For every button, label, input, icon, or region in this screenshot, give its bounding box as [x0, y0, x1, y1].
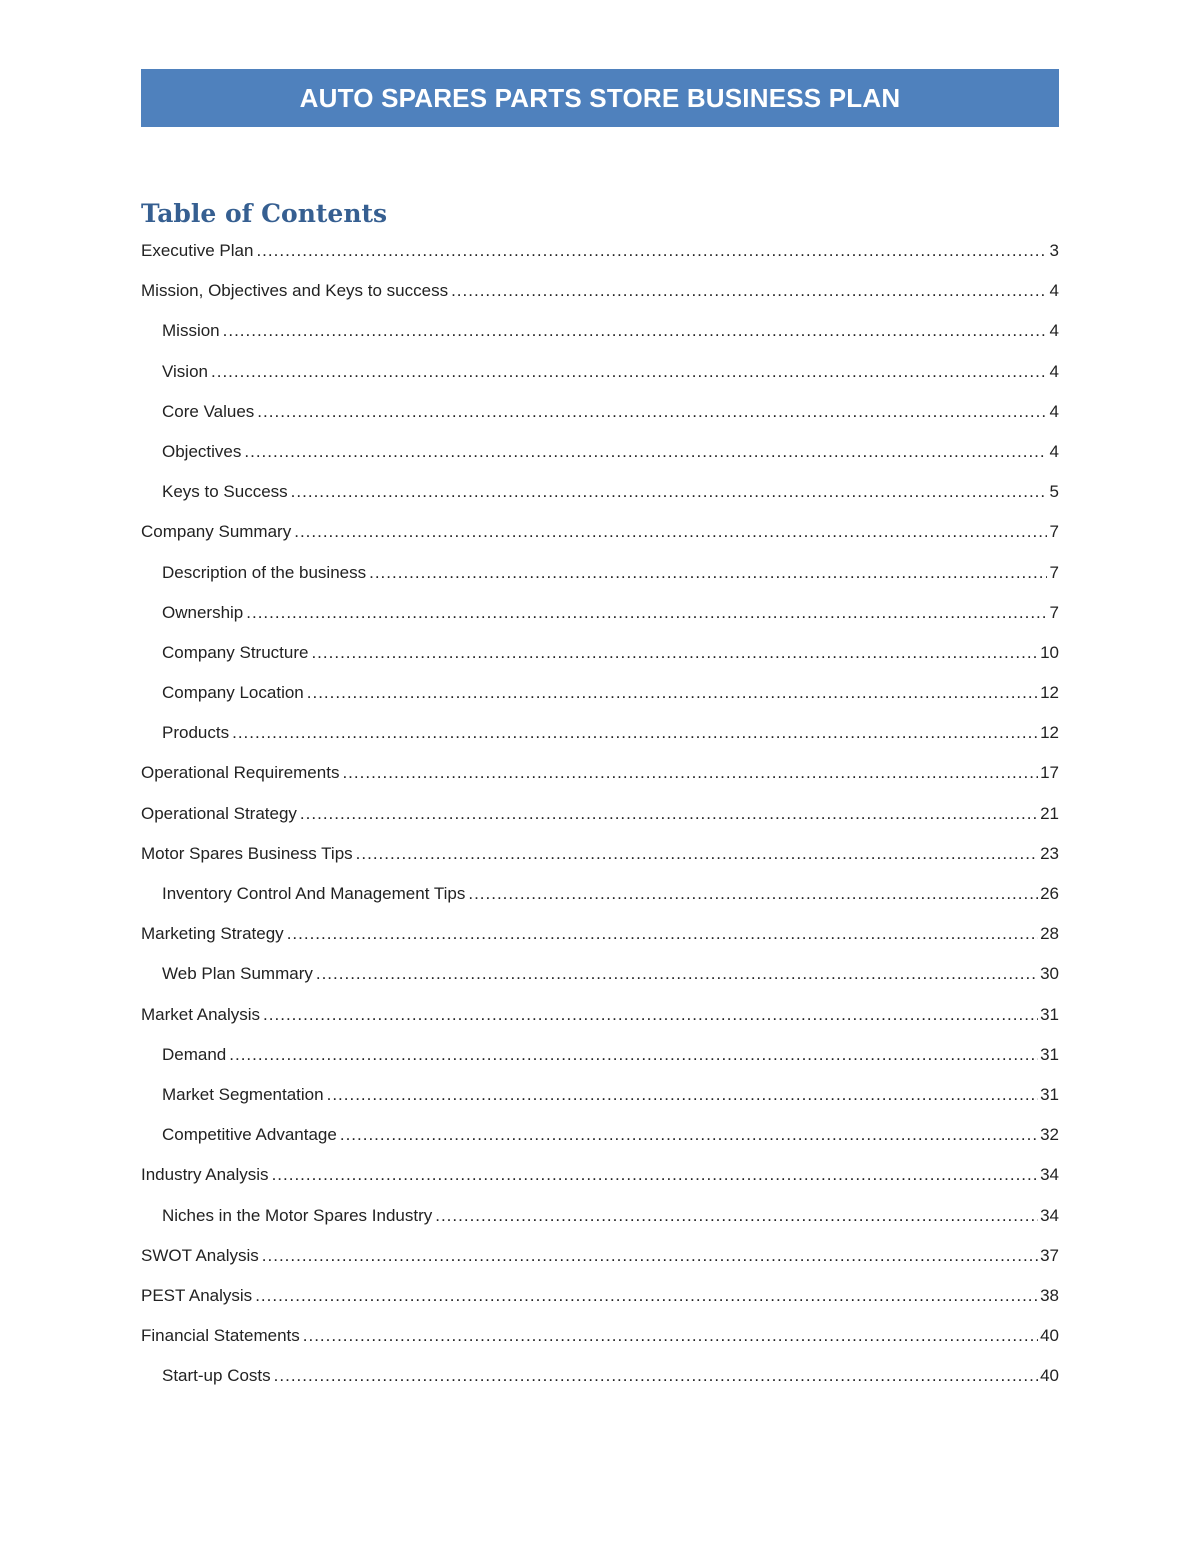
toc-entry-page-number: 34 [1040, 1205, 1059, 1225]
toc-entry[interactable] [141, 1115, 1059, 1155]
toc-entry-page-number: 10 [1040, 642, 1059, 662]
toc-entry-page-number: 3 [1049, 241, 1059, 260]
toc-entry[interactable] [141, 231, 1059, 271]
toc-entry-page-number: 28 [1040, 924, 1059, 944]
toc-dot-leader [356, 834, 1038, 874]
toc-entry-title: Niches in the Motor Spares Industry [162, 1205, 433, 1225]
toc-entry-title: Ownership [162, 602, 244, 622]
toc-dot-leader [307, 673, 1038, 713]
toc-dot-leader [294, 512, 1047, 552]
toc-entry[interactable] [141, 352, 1059, 392]
toc-entry-title: Products [162, 723, 230, 743]
toc-dot-leader [255, 1276, 1038, 1316]
toc-dot-leader [327, 1075, 1038, 1115]
toc-entry-page-number: 31 [1040, 1084, 1059, 1104]
toc-entry-title: Mission, Objectives and Keys to success [141, 281, 449, 301]
toc-entry-page-number: 37 [1040, 1245, 1059, 1265]
toc-entry-title: Operational Strategy [141, 803, 297, 823]
toc-dot-leader [256, 231, 1047, 271]
toc-entry-title: Company Location [162, 683, 304, 703]
toc-dot-leader [300, 794, 1038, 834]
toc-entry-title: Industry Analysis [141, 1165, 269, 1185]
toc-entry-title: Motor Spares Business Tips [141, 843, 353, 863]
toc-dot-leader [316, 954, 1038, 994]
toc-dot-leader [342, 753, 1038, 793]
toc-entry-page-number: 40 [1040, 1326, 1059, 1346]
toc-entry-page-number: 4 [1049, 441, 1059, 461]
toc-entry-page-number: 40 [1040, 1366, 1059, 1386]
toc-entry[interactable] [141, 311, 1059, 351]
toc-entry-page-number: 31 [1040, 1044, 1059, 1064]
toc-dot-leader [340, 1115, 1038, 1155]
toc-entry-title: Financial Statements [141, 1326, 300, 1346]
toc-entry[interactable] [141, 794, 1059, 834]
toc-entry[interactable] [141, 1196, 1059, 1236]
toc-entry-title: Objectives [162, 441, 242, 461]
toc-dot-leader [451, 271, 1047, 311]
toc-entry-title: Market Analysis [141, 1004, 261, 1024]
toc-entry-page-number: 31 [1040, 1004, 1059, 1024]
toc-entry[interactable] [141, 512, 1059, 552]
toc-entry-title: Core Values [162, 401, 255, 421]
toc-entry[interactable] [141, 553, 1059, 593]
toc-entry-page-number: 5 [1049, 482, 1059, 502]
toc-entry-page-number: 32 [1040, 1125, 1059, 1145]
toc-entry-page-number: 4 [1049, 401, 1059, 421]
toc-dot-leader [369, 553, 1047, 593]
toc-entry[interactable] [141, 1075, 1059, 1115]
toc-entry-page-number: 12 [1040, 683, 1059, 703]
toc-entry-title: Description of the business [162, 562, 367, 582]
title-banner [141, 69, 1059, 127]
toc-entry[interactable] [141, 1155, 1059, 1195]
toc-entry[interactable] [141, 472, 1059, 512]
toc-dot-leader [246, 593, 1047, 633]
toc-dot-leader [435, 1196, 1038, 1236]
toc-dot-leader [262, 1236, 1038, 1276]
toc-entry-page-number: 4 [1049, 281, 1059, 301]
toc-entry[interactable] [141, 673, 1059, 713]
toc-entry-title: PEST Analysis [141, 1285, 253, 1305]
toc-entry-page-number: 34 [1040, 1165, 1059, 1185]
toc-dot-leader [303, 1316, 1038, 1356]
toc-dot-leader [232, 713, 1038, 753]
table-of-contents [141, 231, 1059, 1396]
toc-entry-title: Executive Plan [141, 241, 254, 260]
toc-entry[interactable] [141, 954, 1059, 994]
toc-entry[interactable] [141, 1276, 1059, 1316]
toc-entry-page-number: 30 [1040, 964, 1059, 984]
toc-entry[interactable] [141, 1035, 1059, 1075]
toc-heading: Table of Contents [141, 199, 388, 228]
toc-entry-page-number: 4 [1049, 361, 1059, 381]
toc-dot-leader [274, 1356, 1038, 1396]
toc-entry-title: Company Summary [141, 522, 292, 542]
toc-entry-title: Competitive Advantage [162, 1125, 337, 1145]
toc-dot-leader [244, 432, 1047, 472]
toc-entry-page-number: 38 [1040, 1285, 1059, 1305]
toc-entry-title: Demand [162, 1044, 227, 1064]
toc-entry[interactable] [141, 633, 1059, 673]
toc-entry-page-number: 26 [1040, 884, 1059, 903]
toc-entry-title: Company Structure [162, 642, 309, 662]
toc-dot-leader [287, 914, 1038, 954]
toc-entry-page-number: 17 [1040, 763, 1059, 783]
toc-entry[interactable] [141, 874, 1059, 914]
toc-entry-page-number: 12 [1040, 723, 1059, 743]
toc-entry-page-number: 21 [1040, 803, 1059, 823]
toc-entry-title: Marketing Strategy [141, 924, 284, 944]
toc-entry-title: Web Plan Summary [162, 964, 313, 984]
toc-dot-leader [229, 1035, 1038, 1075]
toc-dot-leader [223, 311, 1047, 351]
toc-entry[interactable] [141, 1356, 1059, 1396]
toc-entry[interactable] [141, 1236, 1059, 1276]
toc-entry-title: Keys to Success [162, 482, 288, 502]
toc-entry-page-number: 7 [1049, 602, 1059, 622]
toc-entry[interactable] [141, 432, 1059, 472]
document-title: AUTO SPARES PARTS STORE BUSINESS PLAN [299, 82, 901, 113]
toc-dot-leader [468, 874, 1038, 914]
toc-dot-leader [291, 472, 1047, 512]
toc-entry-page-number: 4 [1049, 321, 1059, 341]
toc-entry[interactable] [141, 914, 1059, 954]
toc-entry-title: Inventory Control And Management Tips [162, 884, 466, 903]
toc-entry[interactable] [141, 753, 1059, 793]
toc-entry-page-number: 7 [1049, 562, 1059, 582]
toc-entry-title: Start-up Costs [162, 1366, 271, 1386]
toc-entry-page-number: 23 [1040, 843, 1059, 863]
toc-entry-title: SWOT Analysis [141, 1245, 259, 1265]
toc-dot-leader [311, 633, 1038, 673]
toc-entry[interactable] [141, 713, 1059, 753]
toc-dot-leader [272, 1155, 1039, 1195]
toc-entry-title: Operational Requirements [141, 763, 340, 783]
toc-entry-title: Vision [162, 361, 208, 381]
toc-dot-leader [211, 352, 1047, 392]
toc-entry[interactable] [141, 834, 1059, 874]
toc-entry-page-number: 7 [1049, 522, 1059, 542]
toc-entry[interactable] [141, 392, 1059, 432]
toc-entry-title: Mission [162, 321, 220, 341]
toc-entry[interactable] [141, 593, 1059, 633]
toc-dot-leader [263, 995, 1038, 1035]
toc-entry[interactable] [141, 271, 1059, 311]
toc-entry[interactable] [141, 1316, 1059, 1356]
toc-entry-title: Market Segmentation [162, 1084, 324, 1104]
toc-entry[interactable] [141, 995, 1059, 1035]
toc-dot-leader [257, 392, 1047, 432]
